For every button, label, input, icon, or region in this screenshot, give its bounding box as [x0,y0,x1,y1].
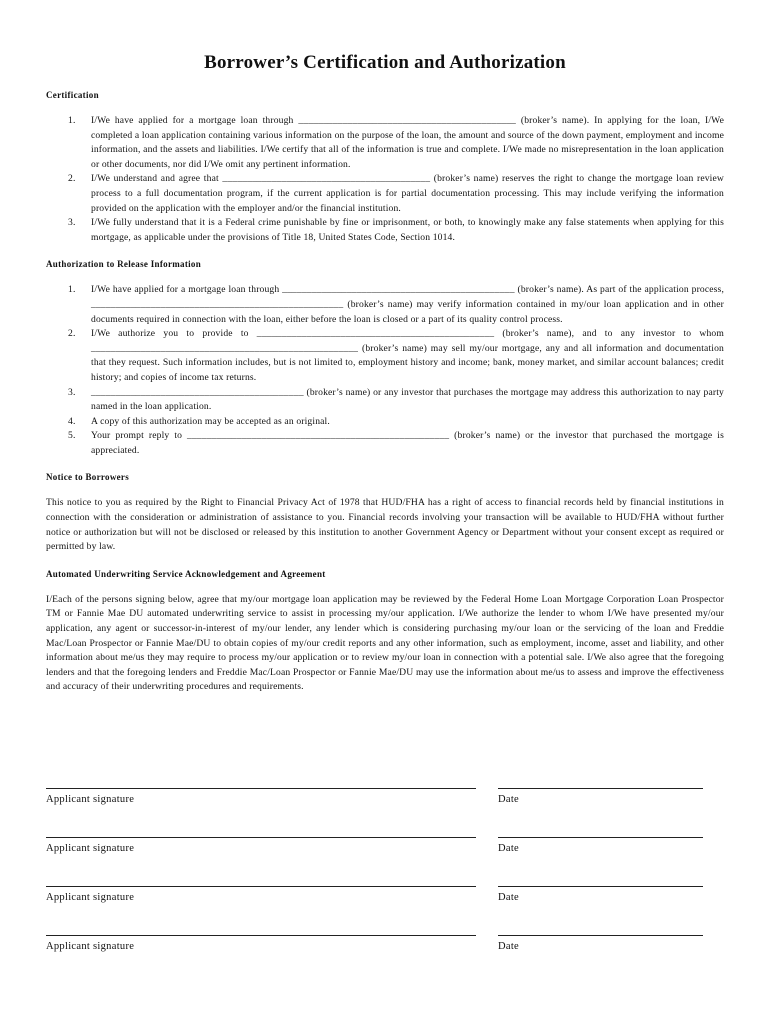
date-line[interactable] [498,935,703,936]
applicant-signature-label: Applicant signature [46,941,135,952]
certification-list [46,114,724,245]
signature-row [46,788,706,837]
automated-underwriting-section [46,569,724,695]
notice-heading: Notice to Borrowers [46,472,130,483]
list-item: 4. A copy of this authorization may be accepted as an original. [68,415,330,427]
list-item: 3. ___________________________________________ (broker’s name) or any investor that purchases the mortgage may address this authorization to nay party named in the loan application. [68,386,724,413]
signature-row [46,837,706,886]
notice-section [46,472,724,554]
authorization-section [46,259,724,458]
certification-section [46,90,724,245]
applicant-signature-label: Applicant signature [46,794,135,805]
applicant-signature-line[interactable] [46,788,476,789]
list-item: 2. I/We understand and agree that __________________________________________ (broker’s name) reserves the right to change the mortgage loan review process to a full documentation program, if the current application is for partial documentation processing. This may include verifying the information provided on the application with the employer and/or the financial institution. [68,173,724,214]
certification-heading: Certification [46,90,99,100]
authorization-heading: Authorization to Release Information [46,259,202,270]
applicant-signature-line[interactable] [46,837,476,838]
signature-block [46,788,706,984]
notice-text: This notice to you as required by the Right to Financial Privacy Act of 1978 that HUD/FHA has a right of access to financial records held by financial institutions in connection with the consideration or administration of assistance to you. Financial records involving your transaction will be available to HUD/FHA without further notice or authorization but will not be disclosed or released by this institution to another Government Agency or Department without your consent except as required or permitted by law. [46,497,724,553]
applicant-signature-line[interactable] [46,886,476,887]
signature-row [46,886,706,935]
applicant-signature-label: Applicant signature [46,843,135,854]
signature-row [46,935,706,984]
applicant-signature-label: Applicant signature [46,892,135,903]
date-label: Date [498,843,520,854]
date-label: Date [498,794,520,805]
list-item: 2. I/We authorize you to provide to ________________________________________________ (broker’s name), and to any investor to whom ______________________________________________________ (broker’s name) may sell my/our mortgage, any and all information and documentation that they request. Such information includes, but is not limited to, employment history and income; bank, money market, and similar account balances; credit history; and copies of income tax returns. [68,328,724,383]
automated-underwriting-heading: Automated Underwriting Service Acknowledgement and Agreement [46,568,326,579]
list-item: 3. I/We fully understand that it is a Federal crime punishable by fine or imprisonment, or both, to knowingly make any false statements when applying for this mortgage, as applicable under the provisions of Title 18, United States Code, Section 1014. [68,217,724,243]
date-label: Date [498,892,520,903]
date-line[interactable] [498,837,703,838]
list-item: 5. Your prompt reply to _____________________________________________________ (broker’s name) or the investor that purchased the mortgage is appreciated. [68,430,724,456]
date-line[interactable] [498,886,703,887]
authorization-list [46,283,724,458]
applicant-signature-line[interactable] [46,935,476,936]
date-label: Date [498,941,520,952]
document-title: Borrower’s Certification and Authorization [204,52,566,73]
list-item: 1. I/We have applied for a mortgage loan through _______________________________________________ (broker’s name). As part of the application process, ___________________________________________________ (broker’s name) may verify information contained in my/our loan application and in other documents required in connection with the loan, either before the loan is closed or a part of its quality control process. [68,284,724,325]
list-item: 1. I/We have applied for a mortgage loan through ____________________________________________ (broker’s name). In applying for the loan, I/We completed a loan application containing various information on the purpose of the loan, the amount and source of the down payment, employment and income information, and the assets and liabilities. I/We certify that all of the information is true and complete. I/We made no misrepresentation in the loan application or other documents, nor did I/We omit any pertinent information. [68,115,724,170]
automated-underwriting-text: I/Each of the persons signing below, agree that my/our mortgage loan application may be reviewed by the Federal Home Loan Mortgage Corporation Loan Prospector TM or Fannie Mae DU automated underwriting service to assist in processing my/our application. I/We authorize the lender to whom I/We have presented my/our application, any agent or successor-in-interest of my/our lender, any lender which is considering purchasing my/our loan or the servicing of the loan and Freddie Mac/Loan Prospector or Fannie Mae/DU to obtain copies of my/our credit reports and any other information, such as employment, income, asset and liability, and other information about me/us they may require to process my/our application or to review my/our loan in connection with a potential sale. I/We also agree that the foregoing lenders and that the foregoing lenders and Freddie Mac/Loan Prospector or Fannie Mae/DU may use the information about me/us to assess and improve the effectiveness and accuracy of their underwriting procedures and requirements. [46,593,724,693]
date-line[interactable] [498,788,703,789]
